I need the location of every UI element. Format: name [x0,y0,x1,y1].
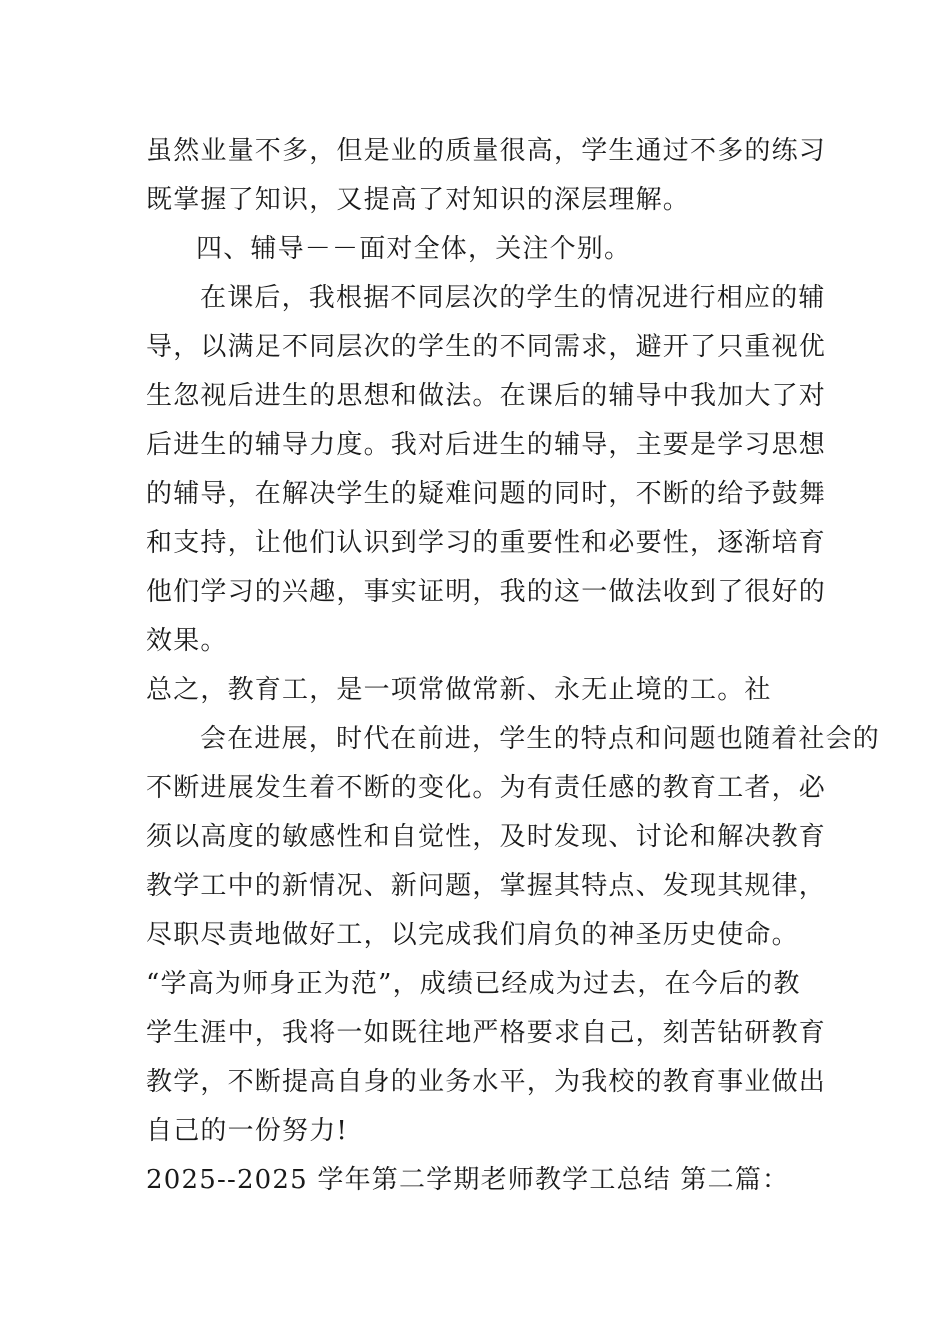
text-line: 须以高度的敏感性和自觉性，及时发现、讨论和解决教育 [146,822,827,852]
text-line: 尽职尽责地做好工，以完成我们肩负的神圣历史使命。 [146,920,799,950]
text-line: 效果。 [146,626,228,656]
text-line: 教学，不断提高自身的业务水平，为我校的教育事业做出 [146,1067,827,1097]
text-line: 后进生的辅导力度。我对后进生的辅导，主要是学习思想 [146,430,827,460]
text-line: 在课后，我根据不同层次的学生的情况进行相应的辅 [200,283,826,313]
text-line: “学高为师身正为范”，成绩已经成为过去，在今后的教 [146,969,801,999]
text-line: 导，以满足不同层次的学生的不同需求，避开了只重视优 [146,332,827,362]
text-line: 他们学习的兴趣，事实证明，我的这一做法收到了很好的 [146,577,827,607]
text-line: 自己的一份努力! [146,1116,349,1146]
text-line: 生忽视后进生的思想和做法。在课后的辅导中我加大了对 [146,381,827,411]
text-line: 教学工中的新情况、新问题，掌握其特点、发现其规律， [146,871,827,901]
text-line: 学生涯中，我将一如既往地严格要求自己，刻苦钻研教育 [146,1018,827,1048]
text-line: 既掌握了知识，又提高了对知识的深层理解。 [146,185,691,215]
section-heading: 四、辅导－－面对全体，关注个别。 [196,234,632,264]
text-line: 总之，教育工，是一项常做常新、永无止境的工。社 [146,675,772,705]
text-line: 会在进展，时代在前进，学生的特点和问题也随着社会的 [200,724,881,754]
text-line: 和支持，让他们认识到学习的重要性和必要性，逐渐培育 [146,528,827,558]
text-line: 的辅导，在解决学生的疑难问题的同时，不断的给予鼓舞 [146,479,827,509]
text-line: 虽然业量不多，但是业的质量很高，学生通过不多的练习 [146,136,827,166]
text-line: 不断进展发生着不断的变化。为有责任感的教育工者，必 [146,773,827,803]
section-title: 2025--2025 学年第二学期老师教学工总结 第二篇： [146,1165,790,1195]
